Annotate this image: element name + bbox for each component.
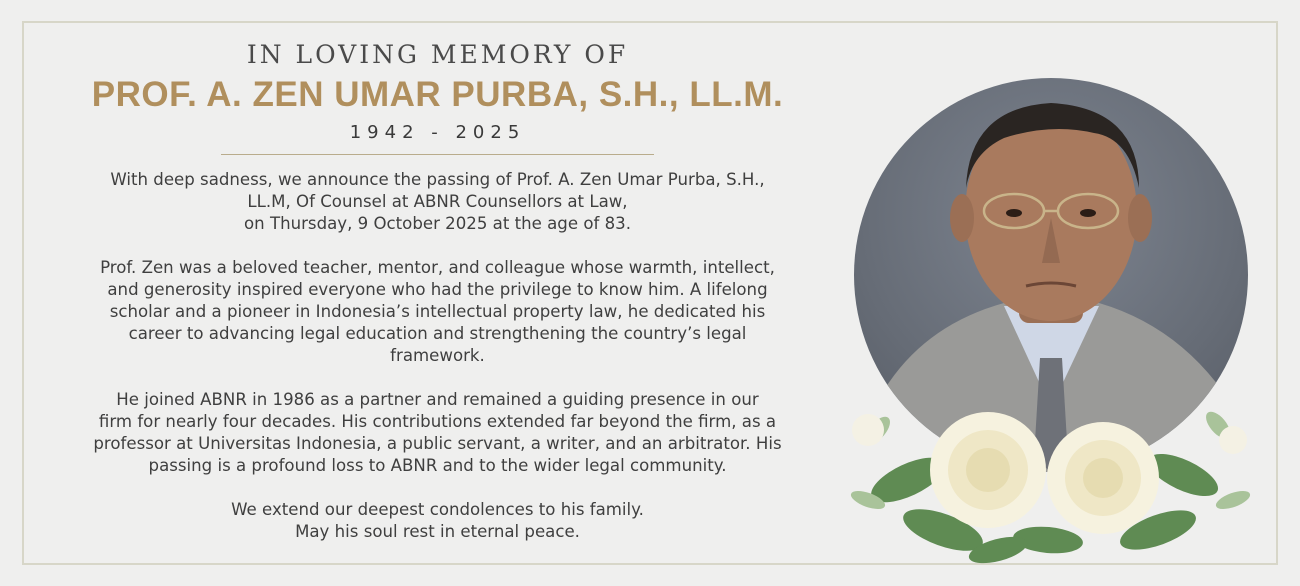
paragraph-tribute: Prof. Zen was a beloved teacher, mentor, and colleague whose warmth, intellect, and generosity inspired everyone who had the privilege to know him. A lifelong scholar and a pioneer in Indonesia’s intellectual property law, he dedicated his career to advancing legal education and strengthening the country’s legal framework. — [100, 258, 775, 365]
memorial-text-block — [40, 38, 835, 543]
overline-title: IN LOVING MEMORY OF — [246, 40, 629, 69]
honoree-name: PROF. A. ZEN UMAR PURBA, S.H., LL.M. — [91, 75, 784, 114]
paragraph-announcement: With deep sadness, we announce the passing of Prof. A. Zen Umar Purba, S.H., LL.M, Of Counsel at ABNR Counsellors at Law, on Thursday, 9 October 2025 at the age of 83. — [110, 170, 765, 233]
announcement-body — [40, 169, 835, 543]
paragraph-career: He joined ABNR in 1986 as a partner and remained a guiding presence in our firm for nearly four decades. His contributions extended far beyond the firm, as a professor at Universitas Indonesia, a public servant, a writer, and an arbitrator. His passing is a profound loss to ABNR and to the wider legal community. — [93, 390, 782, 475]
divider — [221, 154, 654, 155]
paragraph-condolences: We extend our deepest condolences to his family. May his soul rest in eternal peace. — [231, 500, 644, 541]
white-roses-icon — [838, 370, 1262, 566]
life-years: 1942 - 2025 — [349, 122, 526, 143]
